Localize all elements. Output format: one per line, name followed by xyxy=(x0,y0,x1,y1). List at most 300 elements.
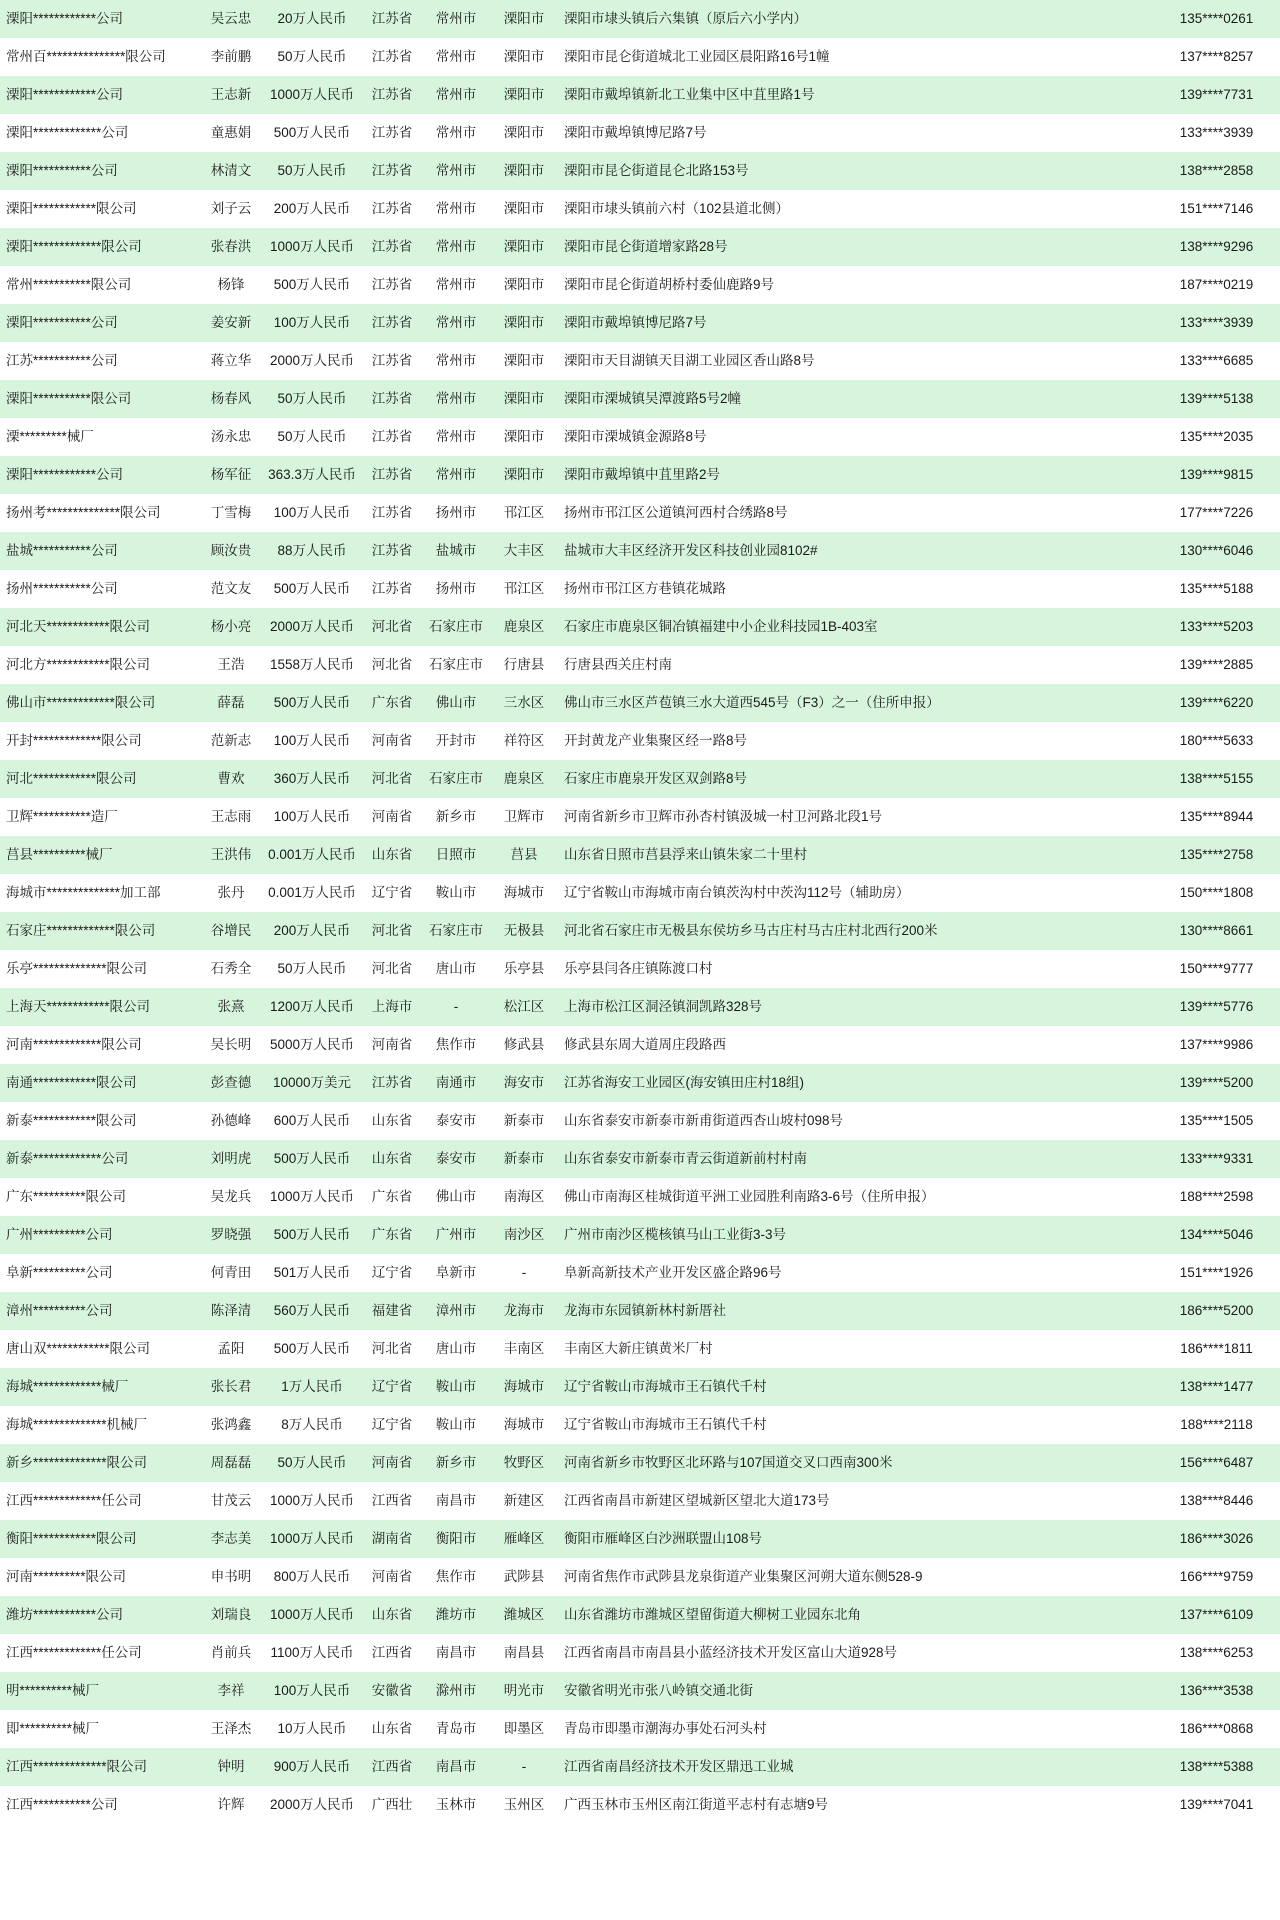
legal-person-cell: 范新志 xyxy=(200,722,262,760)
district-cell: 乐亭县 xyxy=(490,950,558,988)
table-row xyxy=(0,1064,1280,1102)
city-cell: 常州市 xyxy=(422,342,490,380)
phone-cell: 133****3939 xyxy=(1153,304,1280,342)
table-row xyxy=(0,1558,1280,1596)
address-cell: 溧阳市昆仑街道胡桥村委仙鹿路9号 xyxy=(558,266,1153,304)
province-cell: 辽宁省 xyxy=(362,874,422,912)
company-name-cell: 佛山市*************限公司 xyxy=(0,684,200,722)
phone-cell: 133****6685 xyxy=(1153,342,1280,380)
company-name-cell: 江西**************限公司 xyxy=(0,1748,200,1786)
table-row xyxy=(0,418,1280,456)
phone-cell: 135****0261 xyxy=(1153,0,1280,38)
registered-capital-cell: 1100万人民币 xyxy=(262,1634,362,1672)
province-cell: 江苏省 xyxy=(362,304,422,342)
district-cell: 溧阳市 xyxy=(490,380,558,418)
city-cell: 常州市 xyxy=(422,456,490,494)
table-row xyxy=(0,684,1280,722)
address-cell: 广西玉林市玉州区南江街道平志村有志塘9号 xyxy=(558,1786,1153,1824)
city-cell: 衡阳市 xyxy=(422,1520,490,1558)
province-cell: 江苏省 xyxy=(362,190,422,228)
company-name-cell: 唐山双************限公司 xyxy=(0,1330,200,1368)
province-cell: 江苏省 xyxy=(362,570,422,608)
district-cell: 鹿泉区 xyxy=(490,608,558,646)
address-cell: 溧阳市埭头镇前六村（102县道北侧） xyxy=(558,190,1153,228)
province-cell: 江苏省 xyxy=(362,342,422,380)
table-row xyxy=(0,1748,1280,1786)
district-cell: 大丰区 xyxy=(490,532,558,570)
phone-cell: 138****8446 xyxy=(1153,1482,1280,1520)
address-cell: 山东省泰安市新泰市青云街道新前村村南 xyxy=(558,1140,1153,1178)
registered-capital-cell: 2000万人民币 xyxy=(262,608,362,646)
phone-cell: 188****2118 xyxy=(1153,1406,1280,1444)
city-cell: 开封市 xyxy=(422,722,490,760)
city-cell: 泰安市 xyxy=(422,1140,490,1178)
table-row xyxy=(0,646,1280,684)
province-cell: 上海市 xyxy=(362,988,422,1026)
address-cell: 行唐县西关庄村南 xyxy=(558,646,1153,684)
legal-person-cell: 张熹 xyxy=(200,988,262,1026)
address-cell: 佛山市三水区芦苞镇三水大道西545号（F3）之一（住所申报） xyxy=(558,684,1153,722)
phone-cell: 135****2758 xyxy=(1153,836,1280,874)
province-cell: 河南省 xyxy=(362,798,422,836)
district-cell: 海城市 xyxy=(490,1406,558,1444)
phone-cell: 186****0868 xyxy=(1153,1710,1280,1748)
phone-cell: 135****8944 xyxy=(1153,798,1280,836)
district-cell: 玉州区 xyxy=(490,1786,558,1824)
company-name-cell: 开封*************限公司 xyxy=(0,722,200,760)
district-cell: 卫辉市 xyxy=(490,798,558,836)
district-cell: 溧阳市 xyxy=(490,418,558,456)
district-cell: 潍城区 xyxy=(490,1596,558,1634)
city-cell: 扬州市 xyxy=(422,570,490,608)
province-cell: 河南省 xyxy=(362,1444,422,1482)
district-cell: 修武县 xyxy=(490,1026,558,1064)
table-row xyxy=(0,874,1280,912)
company-name-cell: 溧阳***********公司 xyxy=(0,152,200,190)
legal-person-cell: 王志新 xyxy=(200,76,262,114)
address-cell: 河北省石家庄市无极县东侯坊乡马古庄村马古庄村北西行200米 xyxy=(558,912,1153,950)
city-cell: 泰安市 xyxy=(422,1102,490,1140)
city-cell: 新乡市 xyxy=(422,798,490,836)
address-cell: 乐亭县闫各庄镇陈渡口村 xyxy=(558,950,1153,988)
province-cell: 江苏省 xyxy=(362,38,422,76)
district-cell: 新泰市 xyxy=(490,1102,558,1140)
address-cell: 溧阳市昆仑街道增家路28号 xyxy=(558,228,1153,266)
registered-capital-cell: 8万人民币 xyxy=(262,1406,362,1444)
district-cell: 新泰市 xyxy=(490,1140,558,1178)
table-row xyxy=(0,1710,1280,1748)
company-name-cell: 江西*************任公司 xyxy=(0,1634,200,1672)
city-cell: 常州市 xyxy=(422,228,490,266)
phone-cell: 186****5200 xyxy=(1153,1292,1280,1330)
company-name-cell: 溧阳***********公司 xyxy=(0,304,200,342)
table-row xyxy=(0,1482,1280,1520)
legal-person-cell: 周磊磊 xyxy=(200,1444,262,1482)
legal-person-cell: 肖前兵 xyxy=(200,1634,262,1672)
registered-capital-cell: 500万人民币 xyxy=(262,570,362,608)
registered-capital-cell: 50万人民币 xyxy=(262,418,362,456)
registered-capital-cell: 1万人民币 xyxy=(262,1368,362,1406)
legal-person-cell: 林清文 xyxy=(200,152,262,190)
address-cell: 扬州市邗江区方巷镇花城路 xyxy=(558,570,1153,608)
phone-cell: 135****1505 xyxy=(1153,1102,1280,1140)
district-cell: 溧阳市 xyxy=(490,190,558,228)
company-name-cell: 河南**********限公司 xyxy=(0,1558,200,1596)
phone-cell: 151****7146 xyxy=(1153,190,1280,228)
company-name-cell: 江西***********公司 xyxy=(0,1786,200,1824)
address-cell: 溧阳市戴埠镇博尼路7号 xyxy=(558,304,1153,342)
legal-person-cell: 范文友 xyxy=(200,570,262,608)
province-cell: 辽宁省 xyxy=(362,1254,422,1292)
table-row xyxy=(0,1102,1280,1140)
registered-capital-cell: 50万人民币 xyxy=(262,1444,362,1482)
province-cell: 河北省 xyxy=(362,950,422,988)
city-cell: 盐城市 xyxy=(422,532,490,570)
legal-person-cell: 石秀全 xyxy=(200,950,262,988)
phone-cell: 166****9759 xyxy=(1153,1558,1280,1596)
table-row xyxy=(0,1178,1280,1216)
province-cell: 江苏省 xyxy=(362,456,422,494)
address-cell: 溧阳市戴埠镇博尼路7号 xyxy=(558,114,1153,152)
city-cell: 鞍山市 xyxy=(422,874,490,912)
company-name-cell: 广州**********公司 xyxy=(0,1216,200,1254)
table-row xyxy=(0,1292,1280,1330)
address-cell: 江西省南昌市新建区望城新区望北大道173号 xyxy=(558,1482,1153,1520)
legal-person-cell: 李志美 xyxy=(200,1520,262,1558)
address-cell: 佛山市南海区桂城街道平洲工业园胜利南路3-6号（住所申报） xyxy=(558,1178,1153,1216)
phone-cell: 138****5388 xyxy=(1153,1748,1280,1786)
legal-person-cell: 吴长明 xyxy=(200,1026,262,1064)
phone-cell: 180****5633 xyxy=(1153,722,1280,760)
province-cell: 江苏省 xyxy=(362,1064,422,1102)
registered-capital-cell: 900万人民币 xyxy=(262,1748,362,1786)
address-cell: 河南省新乡市卫辉市孙杏村镇汲城一村卫河路北段1号 xyxy=(558,798,1153,836)
registered-capital-cell: 50万人民币 xyxy=(262,152,362,190)
legal-person-cell: 王泽杰 xyxy=(200,1710,262,1748)
legal-person-cell: 汤永忠 xyxy=(200,418,262,456)
city-cell: 鞍山市 xyxy=(422,1368,490,1406)
city-cell: 青岛市 xyxy=(422,1710,490,1748)
province-cell: 河北省 xyxy=(362,760,422,798)
city-cell: 南昌市 xyxy=(422,1482,490,1520)
legal-person-cell: 许辉 xyxy=(200,1786,262,1824)
district-cell: 溧阳市 xyxy=(490,38,558,76)
city-cell: 扬州市 xyxy=(422,494,490,532)
legal-person-cell: 张鸿鑫 xyxy=(200,1406,262,1444)
province-cell: 江苏省 xyxy=(362,114,422,152)
registered-capital-cell: 200万人民币 xyxy=(262,190,362,228)
city-cell: 常州市 xyxy=(422,114,490,152)
table-row xyxy=(0,0,1280,38)
phone-cell: 187****0219 xyxy=(1153,266,1280,304)
district-cell: 牧野区 xyxy=(490,1444,558,1482)
registered-capital-cell: 1000万人民币 xyxy=(262,1596,362,1634)
phone-cell: 139****9815 xyxy=(1153,456,1280,494)
legal-person-cell: 何青田 xyxy=(200,1254,262,1292)
table-row xyxy=(0,1786,1280,1824)
company-name-cell: 海城*************械厂 xyxy=(0,1368,200,1406)
table-row xyxy=(0,836,1280,874)
province-cell: 江西省 xyxy=(362,1748,422,1786)
legal-person-cell: 刘子云 xyxy=(200,190,262,228)
district-cell: 行唐县 xyxy=(490,646,558,684)
city-cell: 常州市 xyxy=(422,190,490,228)
city-cell: 常州市 xyxy=(422,266,490,304)
table-row xyxy=(0,494,1280,532)
registered-capital-cell: 1000万人民币 xyxy=(262,1520,362,1558)
district-cell: 莒县 xyxy=(490,836,558,874)
company-name-cell: 溧阳************限公司 xyxy=(0,190,200,228)
legal-person-cell: 蒋立华 xyxy=(200,342,262,380)
table-row xyxy=(0,608,1280,646)
city-cell: 常州市 xyxy=(422,0,490,38)
registered-capital-cell: 560万人民币 xyxy=(262,1292,362,1330)
company-name-cell: 河北************限公司 xyxy=(0,760,200,798)
legal-person-cell: 王志雨 xyxy=(200,798,262,836)
city-cell: 石家庄市 xyxy=(422,646,490,684)
legal-person-cell: 王洪伟 xyxy=(200,836,262,874)
province-cell: 江苏省 xyxy=(362,228,422,266)
registered-capital-cell: 1558万人民币 xyxy=(262,646,362,684)
company-name-cell: 盐城***********公司 xyxy=(0,532,200,570)
table-row xyxy=(0,1634,1280,1672)
registered-capital-cell: 1000万人民币 xyxy=(262,1482,362,1520)
district-cell: 溧阳市 xyxy=(490,304,558,342)
phone-cell: 177****7226 xyxy=(1153,494,1280,532)
company-name-cell: 常州***********限公司 xyxy=(0,266,200,304)
company-name-cell: 扬州考**************限公司 xyxy=(0,494,200,532)
registered-capital-cell: 2000万人民币 xyxy=(262,1786,362,1824)
legal-person-cell: 刘瑞良 xyxy=(200,1596,262,1634)
legal-person-cell: 童惠娟 xyxy=(200,114,262,152)
registered-capital-cell: 50万人民币 xyxy=(262,950,362,988)
province-cell: 湖南省 xyxy=(362,1520,422,1558)
province-cell: 河北省 xyxy=(362,912,422,950)
district-cell: 松江区 xyxy=(490,988,558,1026)
phone-cell: 156****6487 xyxy=(1153,1444,1280,1482)
address-cell: 河南省新乡市牧野区北环路与107国道交叉口西南300米 xyxy=(558,1444,1153,1482)
district-cell: 三水区 xyxy=(490,684,558,722)
registered-capital-cell: 600万人民币 xyxy=(262,1102,362,1140)
company-name-cell: 上海天************限公司 xyxy=(0,988,200,1026)
address-cell: 广州市南沙区榄核镇马山工业街3-3号 xyxy=(558,1216,1153,1254)
city-cell: 唐山市 xyxy=(422,1330,490,1368)
phone-cell: 137****9986 xyxy=(1153,1026,1280,1064)
company-name-cell: 明**********械厂 xyxy=(0,1672,200,1710)
table-row xyxy=(0,532,1280,570)
legal-person-cell: 王浩 xyxy=(200,646,262,684)
legal-person-cell: 吴云忠 xyxy=(200,0,262,38)
city-cell: 常州市 xyxy=(422,418,490,456)
province-cell: 江苏省 xyxy=(362,418,422,456)
phone-cell: 138****2858 xyxy=(1153,152,1280,190)
district-cell: - xyxy=(490,1748,558,1786)
phone-cell: 139****2885 xyxy=(1153,646,1280,684)
registered-capital-cell: 0.001万人民币 xyxy=(262,836,362,874)
address-cell: 溧阳市戴埠镇中苴里路2号 xyxy=(558,456,1153,494)
district-cell: 即墨区 xyxy=(490,1710,558,1748)
address-cell: 溧阳市溧城镇吴潭渡路5号2幢 xyxy=(558,380,1153,418)
city-cell: 石家庄市 xyxy=(422,608,490,646)
district-cell: 南海区 xyxy=(490,1178,558,1216)
registered-capital-cell: 360万人民币 xyxy=(262,760,362,798)
legal-person-cell: 杨锋 xyxy=(200,266,262,304)
city-cell: 焦作市 xyxy=(422,1026,490,1064)
table-row xyxy=(0,1672,1280,1710)
province-cell: 河北省 xyxy=(362,608,422,646)
table-row xyxy=(0,304,1280,342)
table-row xyxy=(0,1520,1280,1558)
city-cell: 漳州市 xyxy=(422,1292,490,1330)
province-cell: 河南省 xyxy=(362,1026,422,1064)
company-name-cell: 新泰************限公司 xyxy=(0,1102,200,1140)
address-cell: 辽宁省鞍山市海城市王石镇代千村 xyxy=(558,1406,1153,1444)
registered-capital-cell: 1000万人民币 xyxy=(262,1178,362,1216)
district-cell: 明光市 xyxy=(490,1672,558,1710)
table-row xyxy=(0,1140,1280,1178)
address-cell: 丰南区大新庄镇黄米厂村 xyxy=(558,1330,1153,1368)
legal-person-cell: 申书明 xyxy=(200,1558,262,1596)
district-cell: 武陟县 xyxy=(490,1558,558,1596)
city-cell: 新乡市 xyxy=(422,1444,490,1482)
address-cell: 石家庄市鹿泉开发区双剑路8号 xyxy=(558,760,1153,798)
registered-capital-cell: 88万人民币 xyxy=(262,532,362,570)
province-cell: 山东省 xyxy=(362,1710,422,1748)
company-name-cell: 石家庄*************限公司 xyxy=(0,912,200,950)
registered-capital-cell: 500万人民币 xyxy=(262,1330,362,1368)
province-cell: 河南省 xyxy=(362,722,422,760)
legal-person-cell: 丁雪梅 xyxy=(200,494,262,532)
legal-person-cell: 彭查德 xyxy=(200,1064,262,1102)
phone-cell: 139****5138 xyxy=(1153,380,1280,418)
district-cell: 溧阳市 xyxy=(490,0,558,38)
address-cell: 溧阳市溧城镇金源路8号 xyxy=(558,418,1153,456)
phone-cell: 137****8257 xyxy=(1153,38,1280,76)
city-cell: 鞍山市 xyxy=(422,1406,490,1444)
company-name-cell: 漳州**********公司 xyxy=(0,1292,200,1330)
province-cell: 江苏省 xyxy=(362,380,422,418)
legal-person-cell: 罗晓强 xyxy=(200,1216,262,1254)
table-row xyxy=(0,76,1280,114)
phone-cell: 139****5200 xyxy=(1153,1064,1280,1102)
legal-person-cell: 姜安新 xyxy=(200,304,262,342)
province-cell: 山东省 xyxy=(362,1140,422,1178)
phone-cell: 133****9331 xyxy=(1153,1140,1280,1178)
company-name-cell: 即**********械厂 xyxy=(0,1710,200,1748)
company-name-cell: 溧阳*************限公司 xyxy=(0,228,200,266)
registered-capital-cell: 50万人民币 xyxy=(262,38,362,76)
district-cell: 丰南区 xyxy=(490,1330,558,1368)
registered-capital-cell: 50万人民币 xyxy=(262,380,362,418)
legal-person-cell: 孙德峰 xyxy=(200,1102,262,1140)
phone-cell: 150****1808 xyxy=(1153,874,1280,912)
table-row xyxy=(0,760,1280,798)
phone-cell: 136****3538 xyxy=(1153,1672,1280,1710)
province-cell: 江苏省 xyxy=(362,532,422,570)
district-cell: 溧阳市 xyxy=(490,456,558,494)
district-cell: 邗江区 xyxy=(490,494,558,532)
province-cell: 江西省 xyxy=(362,1482,422,1520)
address-cell: 石家庄市鹿泉区铜冶镇福建中小企业科技园1B-403室 xyxy=(558,608,1153,646)
city-cell: 焦作市 xyxy=(422,1558,490,1596)
district-cell: 海安市 xyxy=(490,1064,558,1102)
phone-cell: 138****5155 xyxy=(1153,760,1280,798)
legal-person-cell: 吴龙兵 xyxy=(200,1178,262,1216)
address-cell: 辽宁省鞍山市海城市王石镇代千村 xyxy=(558,1368,1153,1406)
company-name-cell: 溧阳*************公司 xyxy=(0,114,200,152)
district-cell: 龙海市 xyxy=(490,1292,558,1330)
table-row xyxy=(0,1368,1280,1406)
province-cell: 河南省 xyxy=(362,1558,422,1596)
city-cell: 玉林市 xyxy=(422,1786,490,1824)
table-row xyxy=(0,380,1280,418)
registered-capital-cell: 100万人民币 xyxy=(262,798,362,836)
phone-cell: 188****2598 xyxy=(1153,1178,1280,1216)
district-cell: 溧阳市 xyxy=(490,266,558,304)
city-cell: 日照市 xyxy=(422,836,490,874)
phone-cell: 134****5046 xyxy=(1153,1216,1280,1254)
city-cell: 广州市 xyxy=(422,1216,490,1254)
registered-capital-cell: 10万人民币 xyxy=(262,1710,362,1748)
registered-capital-cell: 1200万人民币 xyxy=(262,988,362,1026)
province-cell: 江苏省 xyxy=(362,266,422,304)
table-row xyxy=(0,152,1280,190)
registered-capital-cell: 20万人民币 xyxy=(262,0,362,38)
phone-cell: 150****9777 xyxy=(1153,950,1280,988)
province-cell: 安徽省 xyxy=(362,1672,422,1710)
registered-capital-cell: 500万人民币 xyxy=(262,114,362,152)
registered-capital-cell: 200万人民币 xyxy=(262,912,362,950)
company-name-cell: 溧*********械厂 xyxy=(0,418,200,456)
table-row xyxy=(0,114,1280,152)
province-cell: 江苏省 xyxy=(362,0,422,38)
province-cell: 山东省 xyxy=(362,1596,422,1634)
registered-capital-cell: 1000万人民币 xyxy=(262,76,362,114)
registered-capital-cell: 0.001万人民币 xyxy=(262,874,362,912)
address-cell: 阜新高新技术产业开发区盛企路96号 xyxy=(558,1254,1153,1292)
district-cell: 溧阳市 xyxy=(490,342,558,380)
address-cell: 扬州市邗江区公道镇河西村合绣路8号 xyxy=(558,494,1153,532)
legal-person-cell: 杨春风 xyxy=(200,380,262,418)
address-cell: 山东省泰安市新泰市新甫街道西杏山坡村098号 xyxy=(558,1102,1153,1140)
province-cell: 山东省 xyxy=(362,1102,422,1140)
company-name-cell: 河南*************限公司 xyxy=(0,1026,200,1064)
table-row xyxy=(0,722,1280,760)
district-cell: 祥符区 xyxy=(490,722,558,760)
address-cell: 山东省潍坊市潍城区望留街道大柳树工业园东北角 xyxy=(558,1596,1153,1634)
phone-cell: 186****1811 xyxy=(1153,1330,1280,1368)
legal-person-cell: 张长君 xyxy=(200,1368,262,1406)
city-cell: 常州市 xyxy=(422,304,490,342)
registered-capital-cell: 500万人民币 xyxy=(262,684,362,722)
legal-person-cell: 钟明 xyxy=(200,1748,262,1786)
district-cell: 溧阳市 xyxy=(490,114,558,152)
table-row xyxy=(0,988,1280,1026)
address-cell: 青岛市即墨市潮海办事处石河头村 xyxy=(558,1710,1153,1748)
phone-cell: 135****2035 xyxy=(1153,418,1280,456)
table-row xyxy=(0,1330,1280,1368)
address-cell: 辽宁省鞍山市海城市南台镇茨沟村中茨沟112号（辅助房） xyxy=(558,874,1153,912)
address-cell: 开封黄龙产业集聚区经一路8号 xyxy=(558,722,1153,760)
table-row xyxy=(0,1444,1280,1482)
district-cell: 南沙区 xyxy=(490,1216,558,1254)
phone-cell: 139****5776 xyxy=(1153,988,1280,1026)
city-cell: 石家庄市 xyxy=(422,912,490,950)
table-row xyxy=(0,912,1280,950)
province-cell: 广东省 xyxy=(362,1216,422,1254)
legal-person-cell: 顾汝贵 xyxy=(200,532,262,570)
table-row xyxy=(0,342,1280,380)
